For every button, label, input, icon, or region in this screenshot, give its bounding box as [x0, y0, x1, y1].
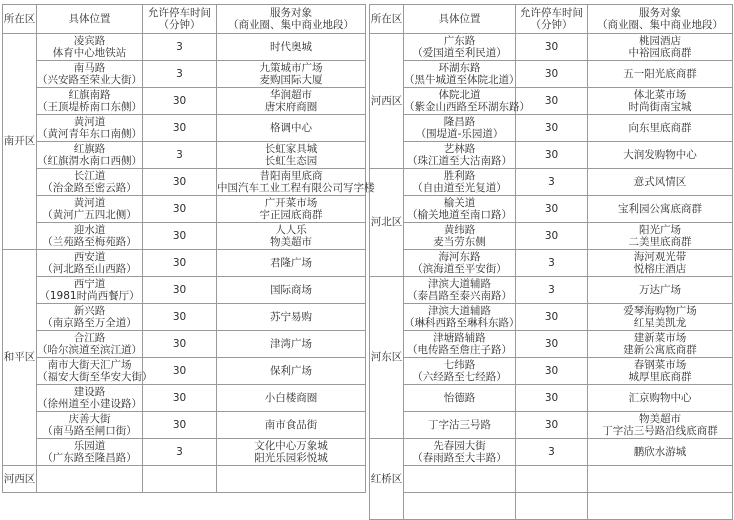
location-cell: 黄纬路 麦当劳东侧	[404, 223, 516, 250]
table-header-row	[370, 5, 733, 34]
table-row	[3, 88, 366, 115]
table-row	[3, 466, 366, 493]
district-cell: 河西区	[370, 34, 404, 169]
target-cell: 鹏欣水游城	[588, 439, 733, 466]
target-cell: 华润超市 唐宋府商圈	[217, 88, 366, 115]
header-location: 具体位置	[404, 5, 516, 34]
table-row	[370, 169, 733, 196]
location-cell: 隆昌路 （围堤道-乐园道）	[404, 115, 516, 142]
time-cell	[516, 466, 588, 493]
table-row	[370, 115, 733, 142]
time-cell: 30	[143, 169, 217, 196]
target-cell: 宝利园公寓底商群	[588, 196, 733, 223]
time-cell: 30	[143, 385, 217, 412]
time-cell: 3	[516, 277, 588, 304]
target-cell: 建新菜市场 建新公寓底商群	[588, 331, 733, 358]
table-row	[3, 142, 366, 169]
table-row	[3, 439, 366, 466]
time-cell: 30	[516, 358, 588, 385]
header-target: 服务对象 （商业圈、集中商业地段）	[588, 5, 733, 34]
table-row	[370, 358, 733, 385]
location-cell	[404, 493, 516, 520]
table-row	[3, 412, 366, 439]
location-cell: 津塘路辅路 （电传路至詹庄子路）	[404, 331, 516, 358]
table-row	[370, 196, 733, 223]
time-cell: 30	[516, 61, 588, 88]
location-cell: 广东路 （爱国道至利民道）	[404, 34, 516, 61]
time-cell: 3	[143, 142, 217, 169]
district-cell: 河西区	[3, 466, 37, 493]
time-cell: 30	[516, 34, 588, 61]
table-row	[370, 142, 733, 169]
target-cell: 向东里底商群	[588, 115, 733, 142]
time-cell: 30	[516, 304, 588, 331]
time-cell: 30	[143, 115, 217, 142]
time-cell: 30	[143, 88, 217, 115]
time-cell: 30	[143, 223, 217, 250]
time-cell: 30	[516, 142, 588, 169]
header-district: 所在区	[370, 5, 404, 34]
location-cell: 建设路 （徐州道至小建设路）	[37, 385, 142, 410]
header-time: 允许停车时间 （分钟）	[516, 5, 588, 34]
location-cell: 庆善大街 （南马路至闸口街）	[37, 412, 143, 439]
target-cell: 人人乐 物美超市	[217, 223, 366, 250]
location-cell: 海河东路 （滨海道至平安街）	[404, 250, 516, 277]
table-row	[3, 250, 366, 277]
parking-table-left	[2, 4, 375, 493]
time-cell: 30	[143, 304, 217, 331]
time-cell: 30	[143, 250, 217, 277]
district-cell: 河东区	[370, 277, 404, 439]
district-cell: 南开区	[3, 34, 37, 250]
table-row	[3, 331, 366, 358]
target-cell: 爱琴海购物广场 红星美凯龙	[588, 304, 733, 331]
location-cell	[404, 466, 516, 493]
table-row	[370, 439, 733, 466]
target-cell: 海河观光带 悦榕庄酒店	[588, 250, 733, 277]
location-cell: 长江道 （治金路至密云路）	[37, 169, 143, 196]
table-row	[370, 61, 733, 88]
target-cell: 君隆广场	[217, 250, 366, 277]
location-cell: 红旗南路 （王顶堤桥南口东侧）	[37, 88, 142, 113]
table-row	[3, 304, 366, 331]
table-header-row	[3, 5, 366, 34]
table-row	[3, 196, 366, 223]
target-cell: 阳光广场 二美里底商群	[588, 223, 733, 250]
table-row	[3, 277, 366, 304]
location-cell: 榆关道 （榆关地道至南口路）	[404, 196, 516, 223]
table-row	[3, 223, 366, 250]
time-cell: 30	[516, 115, 588, 142]
table-row	[3, 385, 366, 412]
district-cell: 和平区	[3, 250, 37, 466]
target-cell: 小白楼商圈	[217, 385, 366, 412]
location-cell: 体院北道 （紫金山西路至环湖东路）	[404, 88, 530, 113]
location-cell: 南马路 （兴安路至荣业大街）	[37, 61, 142, 86]
target-cell: 物美超市 丁字沽三号路沿线底商群	[588, 412, 733, 439]
location-cell: 凌宾路 体育中心地铁站	[37, 34, 143, 61]
time-cell: 30	[143, 277, 217, 304]
time-cell: 30	[143, 196, 217, 223]
target-cell: 大润发购物中心	[588, 142, 733, 169]
district-cell: 河北区	[370, 169, 404, 277]
time-cell: 3	[143, 61, 217, 88]
target-cell: 长虹家具城 长虹生态园	[217, 142, 366, 169]
table-row	[370, 304, 733, 331]
header-district: 所在区	[3, 5, 37, 34]
table-row	[3, 61, 366, 88]
location-cell: 七纬路 （六经路至七经路）	[404, 358, 516, 385]
table-row	[370, 331, 733, 358]
location-cell: 胜利路 （自由道至光复道）	[404, 169, 516, 196]
table-row	[3, 358, 366, 385]
location-cell: 黄河道 （黄河广五四北侧）	[37, 196, 143, 223]
table-row	[370, 34, 733, 61]
table-row	[370, 250, 733, 277]
time-cell: 30	[516, 412, 588, 439]
target-cell	[588, 493, 733, 520]
time-cell: 30	[516, 223, 588, 250]
location-cell: 艺林路 （珠江道至大沽南路）	[404, 142, 516, 169]
target-cell: 国际商场	[217, 277, 366, 304]
table-row	[370, 277, 733, 304]
target-cell: 时代奥城	[217, 34, 366, 61]
table-row	[3, 34, 366, 61]
target-cell	[217, 466, 366, 493]
target-cell	[588, 466, 733, 493]
target-cell: 南市食品街	[217, 412, 366, 439]
time-cell	[143, 466, 217, 493]
time-cell: 30	[516, 385, 588, 412]
table-row	[370, 88, 733, 115]
location-cell: 南市大街天汇广场 （福安大街至华安大街）	[37, 358, 153, 383]
time-cell: 3	[516, 169, 588, 196]
parking-table-right	[369, 4, 733, 520]
table-row	[370, 385, 733, 412]
header-location: 具体位置	[37, 5, 143, 34]
location-cell: 津滨大道辅路 （泰昌路至泰兴南路）	[404, 277, 516, 304]
location-cell: 合江路 （哈尔滨道至滨江道）	[37, 331, 142, 356]
target-cell: 桃园酒店 中裕园底商群	[588, 34, 733, 61]
time-cell: 3	[516, 439, 588, 466]
target-cell: 九策城市广场 麦购国际大厦	[217, 61, 366, 88]
target-cell: 春钢菜市场 城厚里底商群	[588, 358, 733, 385]
table-row	[370, 412, 733, 439]
location-cell: 怡德路	[404, 385, 516, 412]
location-cell: 先春园大街 （春雨路至大丰路）	[404, 439, 516, 466]
location-cell: 津滨大道辅路 （琳科西路至琳科东路）	[404, 304, 520, 329]
location-cell	[37, 466, 143, 493]
table-row	[370, 493, 733, 520]
location-cell: 新兴路 （南京路至万全道）	[37, 304, 143, 331]
location-cell: 西安道 （河北路至山西路）	[37, 250, 143, 277]
time-cell: 30	[516, 331, 588, 358]
time-cell: 3	[516, 250, 588, 277]
target-cell: 汇京购物中心	[588, 385, 733, 412]
header-target: 服务对象 （商业圈、集中商业地段）	[217, 5, 366, 34]
target-cell: 保利广场	[217, 358, 366, 385]
time-cell: 30	[143, 412, 217, 439]
table-row	[3, 169, 366, 196]
target-cell: 格调中心	[217, 115, 366, 142]
location-cell: 迎水道 （兰苑路至梅苑路）	[37, 223, 143, 250]
time-cell: 30	[516, 88, 588, 115]
header-time: 允许停车时间 （分钟）	[143, 5, 217, 34]
target-cell: 广开菜市场 宇正园底商群	[217, 196, 366, 223]
location-cell: 西宁道 （1981时尚西餐厅）	[37, 277, 143, 304]
target-cell: 万达广场	[588, 277, 733, 304]
time-cell: 30	[143, 331, 217, 358]
table-row	[3, 115, 366, 142]
table-row	[370, 466, 733, 493]
location-cell: 环湖东路 （黑牛城道至体院北道）	[404, 61, 520, 86]
table-row	[370, 223, 733, 250]
location-cell: 红旗路 （红旗渭水南口西侧）	[37, 142, 142, 167]
time-cell: 30	[516, 196, 588, 223]
target-cell: 五一阳光底商群	[588, 61, 733, 88]
time-cell: 3	[143, 34, 217, 61]
district-cell: 红桥区	[370, 439, 404, 520]
target-cell: 意式风情区	[588, 169, 733, 196]
location-cell: 丁字沽三号路	[404, 412, 516, 439]
target-cell: 苏宁易购	[217, 304, 366, 331]
target-cell: 津湾广场	[217, 331, 366, 358]
target-cell: 昔阳南里底商 中国汽车工业工程有限公司写字楼	[217, 169, 375, 194]
time-cell	[516, 493, 588, 520]
location-cell: 乐园道 （广东路至隆昌路）	[37, 439, 143, 466]
location-cell: 黄河道 （黄河青年东口南侧）	[37, 115, 142, 140]
time-cell: 30	[143, 358, 217, 385]
time-cell: 3	[143, 439, 217, 466]
target-cell: 体北菜市场 时尚街南宝城	[588, 88, 733, 115]
target-cell: 文化中心万象城 阳光乐园彩悦城	[217, 439, 366, 466]
